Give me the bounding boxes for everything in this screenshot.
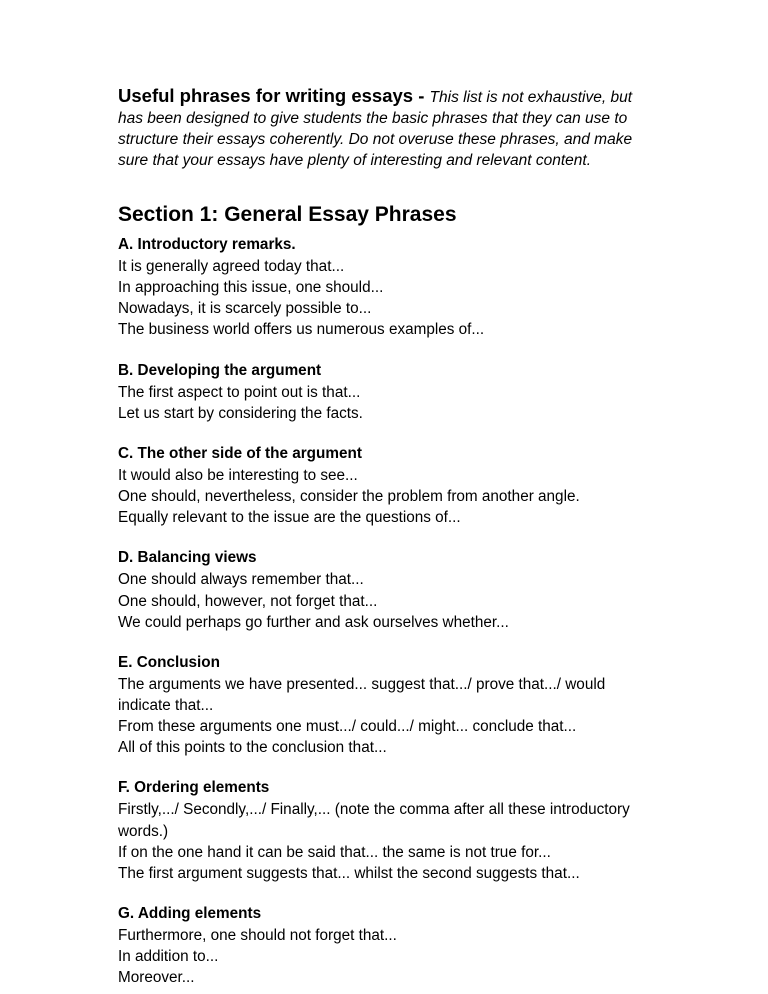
group-heading: C. The other side of the argument [118, 444, 362, 462]
phrase-line: In addition to... [118, 948, 219, 966]
phrase-line: Moreover... [118, 969, 195, 987]
group-heading: E. Conclusion [118, 653, 220, 671]
phrase-group-c [118, 443, 650, 528]
group-heading: B. Developing the argument [118, 361, 322, 379]
phrase-line: Furthermore, one should not forget that... [118, 926, 397, 944]
phrase-group-d [118, 547, 650, 632]
phrase-line: It is generally agreed today that... [118, 258, 345, 276]
phrase-line: The business world offers us numerous examples of... [118, 321, 485, 339]
phrase-line: One should, nevertheless, consider the problem from another angle. [118, 488, 580, 506]
phrase-line: Let us start by considering the facts. [118, 404, 363, 422]
phrase-line: In approaching this issue, one should... [118, 279, 384, 297]
phrase-line: One should, however, not forget that... [118, 592, 378, 610]
phrase-line: It would also be interesting to see... [118, 466, 358, 484]
phrase-line: Firstly,.../ Secondly,.../ Finally,... (note the comma after all these introductory words.) [118, 801, 630, 840]
phrase-group-f [118, 777, 650, 884]
title-dash: - [413, 85, 430, 106]
phrase-group-a [118, 234, 650, 341]
phrase-group-e [118, 652, 650, 759]
phrase-line: All of this points to the conclusion that... [118, 739, 387, 757]
phrase-line: One should always remember that... [118, 571, 364, 589]
group-heading: A. Introductory remarks. [118, 235, 296, 253]
document-intro [118, 84, 650, 172]
phrase-line: The first aspect to point out is that... [118, 383, 361, 401]
group-heading: G. Adding elements [118, 904, 262, 922]
phrase-group-b [118, 360, 650, 424]
phrase-line: The arguments we have presented... suggest that.../ prove that.../ would indicate that... [118, 675, 606, 714]
phrase-line: The first argument suggests that... whilst the second suggests that... [118, 864, 580, 882]
section-heading: Section 1: General Essay Phrases [118, 202, 457, 226]
intro-body-text: This list is not exhaustive, but has been designed to give students the basic phrases that they can use to structure their essays coherently. Do not overuse these phrases, and make sure that your essays have plenty of interesting and relevant content. [118, 89, 633, 169]
phrase-line: We could perhaps go further and ask ourselves whether... [118, 613, 509, 631]
phrase-line: Equally relevant to the issue are the questions of... [118, 509, 461, 527]
phrase-line: Nowadays, it is scarcely possible to... [118, 300, 372, 318]
document-title: Useful phrases for writing essays [118, 85, 414, 106]
group-heading: F. Ordering elements [118, 779, 270, 797]
phrase-line: From these arguments one must.../ could.../ might... conclude that... [118, 718, 577, 736]
phrase-group-g [118, 903, 650, 988]
phrase-line: If on the one hand it can be said that... the same is not true for... [118, 843, 551, 861]
group-heading: D. Balancing views [118, 549, 257, 567]
